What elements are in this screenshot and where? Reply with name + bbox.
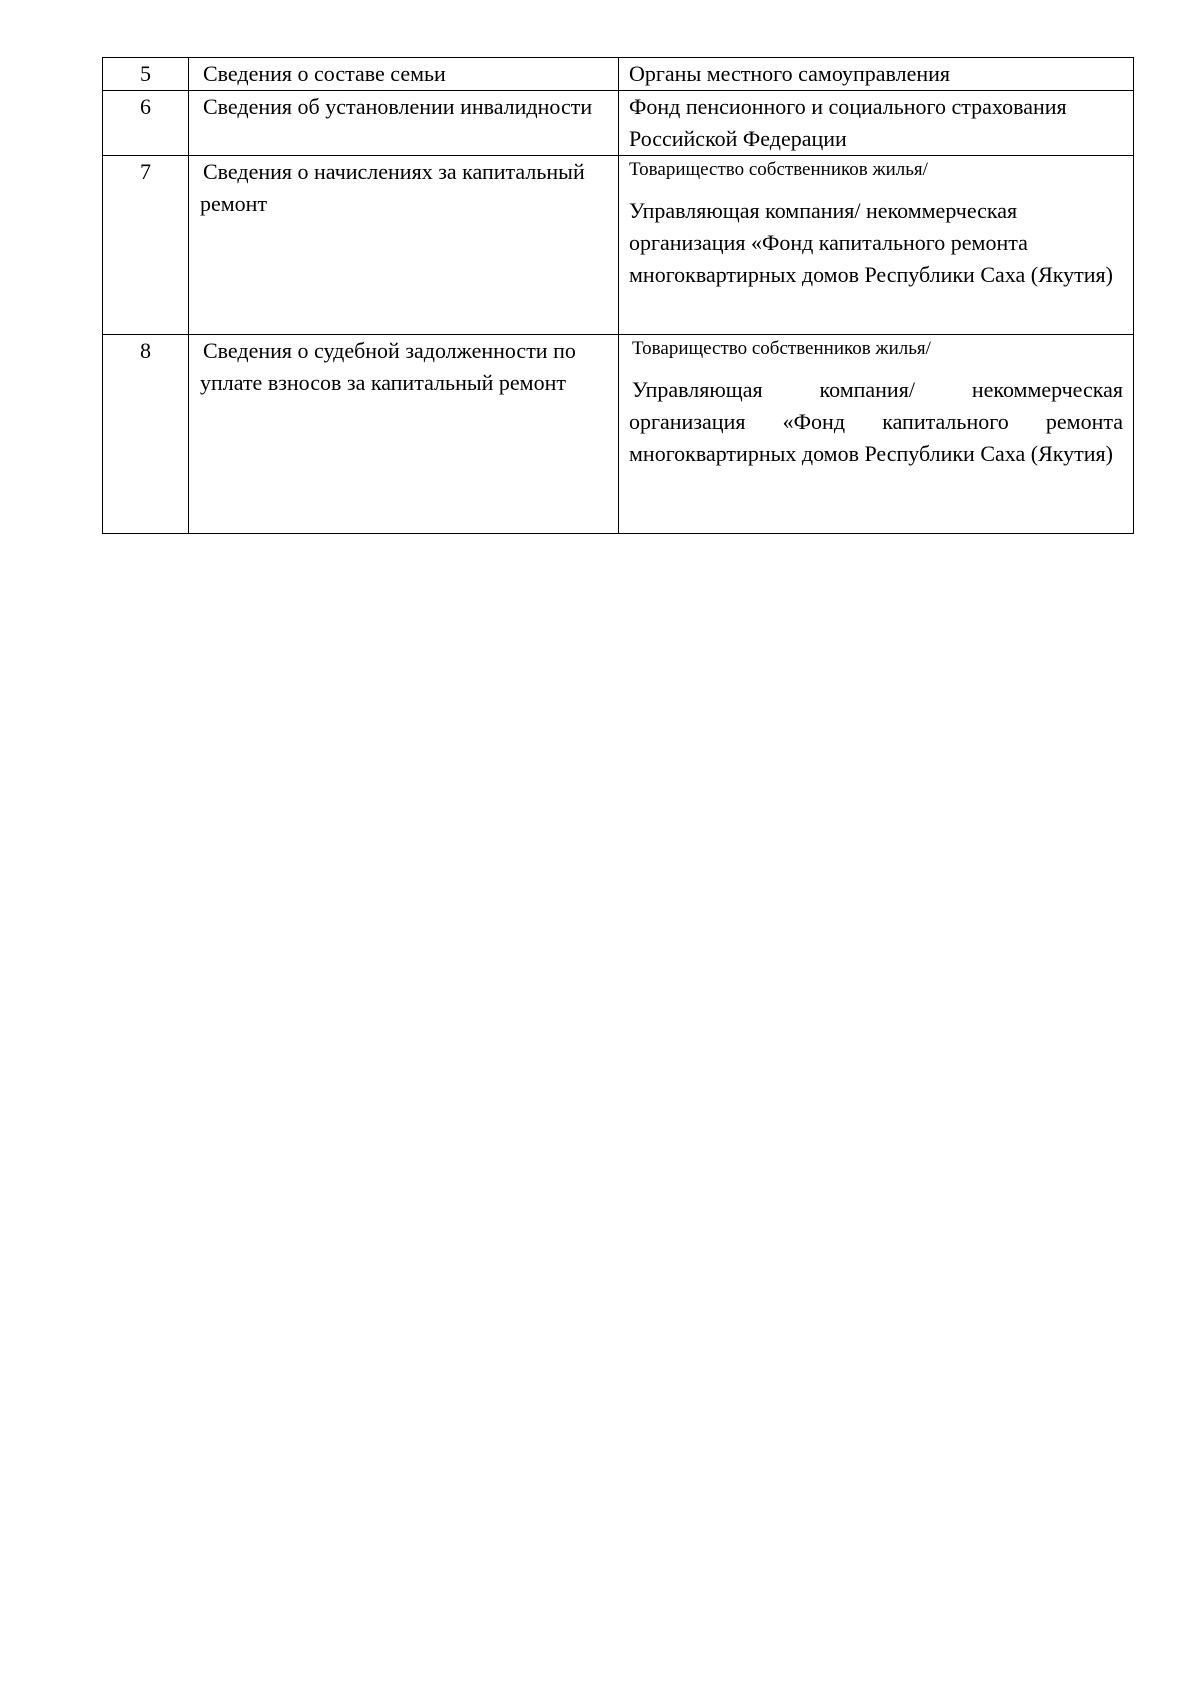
info-cell bbox=[189, 58, 619, 91]
table-row bbox=[103, 335, 1134, 534]
spacer bbox=[629, 182, 1123, 195]
info-text: Сведения о начислениях за капитальный ремонт bbox=[200, 159, 585, 216]
table-row bbox=[103, 156, 1134, 335]
organization-cell: Фонд пенсионного и социального страхования Российской Федерации bbox=[619, 91, 1134, 156]
info-cell bbox=[189, 91, 619, 156]
organization-first-line: Товарищество собственников жилья/ bbox=[629, 159, 928, 180]
info-text: Сведения о судебной задолженности по уплате взносов за капитальный ремонт bbox=[200, 338, 576, 395]
row-number: 5 bbox=[103, 58, 189, 91]
info-text: Сведения о составе семьи bbox=[203, 61, 446, 86]
organization-text: Управляющая компания/ некоммерческая организация «Фонд капитального ремонта многоквартирных домов Республики Саха (Якутия) bbox=[629, 377, 1123, 466]
organization-cell bbox=[619, 335, 1134, 534]
table-row bbox=[103, 58, 1134, 91]
info-cell bbox=[189, 156, 619, 335]
organization-cell bbox=[619, 156, 1134, 335]
table-row bbox=[103, 91, 1134, 156]
row-number: 8 bbox=[103, 335, 189, 534]
organization-first-line: Товарищество собственников жилья/ bbox=[632, 338, 931, 359]
row-number: 6 bbox=[103, 91, 189, 156]
row-number: 7 bbox=[103, 156, 189, 335]
organization-cell: Органы местного самоуправления bbox=[619, 58, 1134, 91]
spacer bbox=[629, 361, 1123, 374]
organization-text: Управляющая компания/ некоммерческая организация «Фонд капитального ремонта многоквартирных домов Республики Саха (Якутия) bbox=[629, 198, 1113, 287]
info-text: Сведения об установлении инвалидности bbox=[203, 94, 593, 119]
data-sources-table bbox=[102, 57, 1134, 534]
info-cell bbox=[189, 335, 619, 534]
